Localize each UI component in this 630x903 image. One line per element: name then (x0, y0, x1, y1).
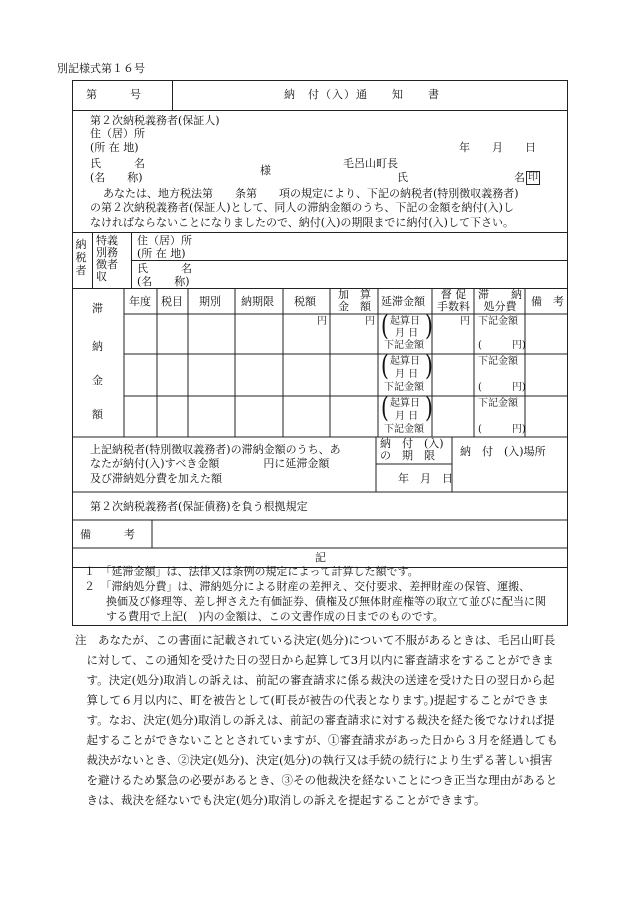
address-label: 住（居）所 (90, 127, 145, 140)
footer-note-line: す。なお、決定(処分)取消しの訴えは、前記の審査請求に対する裁決を経た後でなければ提 (75, 713, 555, 727)
below-amount-label: 下記金額 (384, 424, 424, 435)
collector-label-line: 特義 (96, 234, 118, 247)
note-item: １ 「延滞金額」は、法律又は条例の規定によって計算した額です。 (84, 565, 419, 578)
second-taxpayer-label: 第２次納税義務者(保証人) (90, 114, 220, 127)
legal-basis-label: 第２次納税義務者(保証債務)を負う根拠規定 (90, 500, 308, 513)
col-header-period: 期別 (199, 295, 221, 308)
footer-note-line: 注 あなたが、この書面に記載されている決定(処分)について不服があるときは、毛呂山町長 (75, 633, 556, 647)
summary-text-line: なたが納付(入)すべき金額 円に延滞金額 (90, 457, 330, 470)
note-item: する費用で上記( )内の金額は、この文書作成の日までのものです。 (84, 610, 444, 623)
disposal-below-amount: 下記金額 (478, 356, 518, 367)
yen-unit: 円 (365, 316, 375, 327)
arrears-side-label: 納 (92, 340, 103, 353)
taxpayer-label: 納税者 (75, 238, 87, 277)
start-date-label: 起算日 (390, 398, 420, 409)
issue-date: 年 月 日 (459, 141, 536, 154)
honorific: 様 (260, 164, 271, 177)
document-title: 納 付（入）通 知 書 (284, 88, 440, 101)
col-header-year: 年度 (129, 295, 151, 308)
yen-unit: 円 (317, 316, 327, 327)
collector-label-line: 徴者 (96, 258, 118, 271)
disposal-amount-paren: ( 円) (478, 340, 526, 351)
footer-note-line: に対して、この通知を受けた日の翌日から起算して3月以内に審査請求をすることができま (75, 653, 554, 667)
arrears-side-label: 滞 (92, 302, 103, 315)
summary-text-line: 上記納税者(特別徴収義務者)の滞納金額のうち、あ (90, 443, 341, 456)
body-text-line: なければならないことになりましたので、納付(入)の期限までに納付(入)して下さい。 (90, 216, 514, 229)
col-header-tax-amount: 税額 (294, 295, 316, 308)
remarks-label: 備 考 (80, 528, 135, 541)
footer-note-line: 起することができないこととされていますが、①審査請求があった日から３月を経過しても (75, 733, 558, 747)
month-day-label: 月 日 (395, 369, 419, 380)
payment-deadline-value: 年 月 日 (398, 472, 453, 485)
number-label: 第 号 (86, 88, 141, 101)
yen-unit: 円 (460, 316, 470, 327)
notes-frame (72, 548, 568, 626)
footer-note-line: 算して６月以内に、町を被告として(町長が被告の代表となります。)提起することができま (75, 693, 549, 707)
below-amount-label: 下記金額 (384, 382, 424, 393)
body-text-line: あなたは、地方税法第 条第 項の規定により、下記の納税者(特別徴収義務者) (103, 187, 519, 200)
footer-note-line: きは、裁決を経ないでも決定(処分)取消しの訴えを提起することができます。 (75, 793, 486, 807)
collector-label-line: 収 (96, 270, 107, 283)
taxpayer-name-label: 氏 名 (137, 262, 192, 275)
col-header-late-fee: 延滞金額 (381, 295, 425, 308)
col-header-additional: 加 算 金 額 (338, 288, 371, 313)
footer-note-line: 裁決がないとき、②決定(処分)、決定(処分)の執行又は手続の続行により生ずる著しい損害 (75, 753, 553, 767)
notes-title: 記 (315, 551, 326, 564)
taxpayer-name-label-2: (名 称) (137, 275, 190, 288)
collector-label-line: 別務 (96, 246, 118, 259)
name-label-2: (名 称) (90, 171, 143, 184)
arrears-side-label: 額 (92, 408, 103, 421)
body-text-line: の第２次納税義務者(保証人)として、同人の滞納金額のうち、下記の金額を納付(入)し (90, 201, 514, 214)
start-date-label: 起算日 (390, 356, 420, 367)
taxpayer-address-label: 住（居）所 (137, 234, 192, 247)
col-header-reminder-fee: 督 促 手数料 (437, 288, 470, 313)
name-label: 氏 名 (90, 157, 145, 170)
disposal-amount-paren: ( 円) (478, 382, 526, 393)
col-header-remarks: 備 考 (531, 295, 564, 308)
taxpayer-location-label: (所 在 地) (137, 247, 186, 260)
col-header-due-date: 納期限 (241, 295, 274, 308)
note-item: ２ 「滞納処分費」は、滞納処分による財産の差押え、交付要求、差押財産の保管、運搬、 (84, 580, 531, 593)
disposal-below-amount: 下記金額 (478, 398, 518, 409)
arrears-side-label: 金 (92, 374, 103, 387)
col-header-tax-item: 税目 (161, 295, 183, 308)
note-item: 換価及び修理等、差し押さえた有価証券、債権及び無体財産権等の取立て並びに配当に関 (84, 595, 546, 608)
form-code: 別記様式第１６号 (57, 62, 145, 75)
summary-text-line: 及び滞納処分費を加えた額 (90, 472, 222, 485)
issuer-name-label: 氏 (397, 171, 408, 184)
disposal-below-amount: 下記金額 (478, 316, 518, 327)
below-amount-label: 下記金額 (384, 340, 424, 351)
start-date-label: 起算日 (390, 316, 420, 327)
col-header-disposal-cost: 滞 納 処分費 (478, 288, 522, 313)
location-label: (所 在 地) (90, 141, 139, 154)
seal-stamp: 印 (528, 172, 538, 183)
footer-note-line: す。決定(処分)取消しの訴えは、前記の審査請求に係る裁決の送達を受けた日の翌日から起 (75, 673, 555, 687)
payment-place-label: 納 付 (入)場所 (460, 445, 546, 458)
month-day-label: 月 日 (395, 328, 419, 339)
disposal-amount-paren: ( 円) (478, 424, 526, 435)
month-day-label: 月 日 (395, 411, 419, 422)
payment-deadline-label: 納 付 (入) の 期 限 (380, 437, 444, 462)
footer-note-line: を避けるため緊急の必要があるとき、③その他裁決を経ないことにつき正当な理由があると (75, 773, 558, 787)
issuer: 毛呂山町長 (343, 157, 398, 170)
seal-prefix: 名 (514, 171, 525, 184)
